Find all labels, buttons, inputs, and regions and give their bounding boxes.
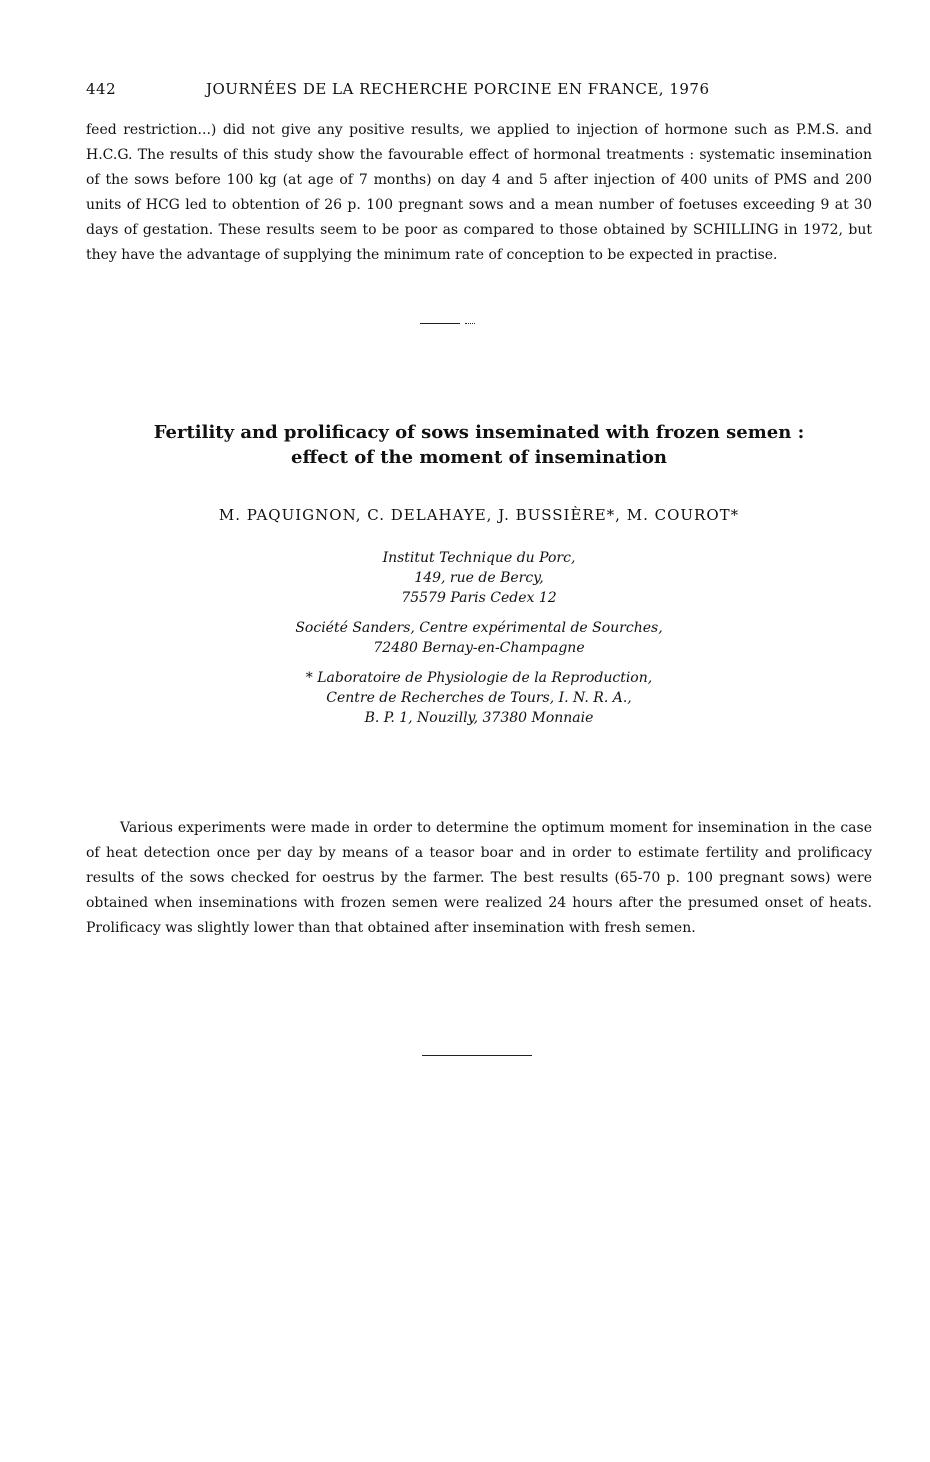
affiliation-line: Société Sanders, Centre expérimental de Sourches, bbox=[295, 620, 663, 636]
section-separator-dots bbox=[465, 323, 475, 324]
previous-article-summary-end: feed restriction...) did not give any positive results, we applied to injection of hormone such as P.M.S. and H.C.G. The results of this study show the favourable effect of hormonal treatments : systematic insemination of the sows before 100 kg (at age of 7 months) on day 4 and 5 after injection of 400 units of PMS and 200 units of HCG led to obtention of 26 p. 100 pregnant sows and a mean number of foetuses exceeding 9 at 30 days of gestation. These results seem to be poor as compared to those obtained by SCHILLING in 1972, but they have the advantage of supplying the minimum rate of conception to be expected in practise. bbox=[86, 122, 872, 263]
page-number: 442 bbox=[86, 80, 117, 98]
affiliation-line: 75579 Paris Cedex 12 bbox=[401, 590, 557, 606]
affiliation-line: 149, rue de Bercy, bbox=[414, 570, 544, 586]
affiliation-line: Institut Technique du Porc, bbox=[382, 550, 576, 566]
article-title-line-1: Fertility and prolificacy of sows inseminated with frozen semen : bbox=[153, 422, 805, 443]
affiliation-line: 72480 Bernay-en-Champagne bbox=[373, 640, 585, 656]
article-abstract: Various experiments were made in order to determine the optimum moment for insemination in the case of heat detection once per day by means of a teasor boar and in order to estimate fertility and prolificacy results of the sows checked for oestrus by the farmer. The best results (65-70 p. 100 pregnant sows) were obtained when inseminations with frozen semen were realized 24 hours after the presumed onset of heats. Prolificacy was slightly lower than that obtained after insemination with fresh semen. bbox=[86, 820, 872, 936]
article-title bbox=[86, 420, 872, 470]
running-header bbox=[86, 80, 866, 104]
article-authors: M. PAQUIGNON, C. DELAHAYE, J. BUSSIÈRE*, M. COUROT* bbox=[218, 506, 740, 524]
affiliation-inra bbox=[86, 668, 872, 728]
affiliation-itp bbox=[86, 548, 872, 608]
journal-title: JOURNÉES DE LA RECHERCHE PORCINE EN FRANCE, 1976 bbox=[206, 80, 710, 98]
article-title-line-2: effect of the moment of insemination bbox=[291, 447, 667, 468]
affiliation-line: Centre de Recherches de Tours, I. N. R. A., bbox=[326, 690, 632, 706]
affiliation-sanders bbox=[86, 618, 872, 658]
end-separator bbox=[422, 1055, 532, 1056]
section-separator bbox=[420, 323, 460, 324]
affiliation-line: * Laboratoire de Physiologie de la Reproduction, bbox=[305, 670, 653, 686]
affiliation-line: B. P. 1, Nouzilly, 37380 Monnaie bbox=[364, 710, 594, 726]
